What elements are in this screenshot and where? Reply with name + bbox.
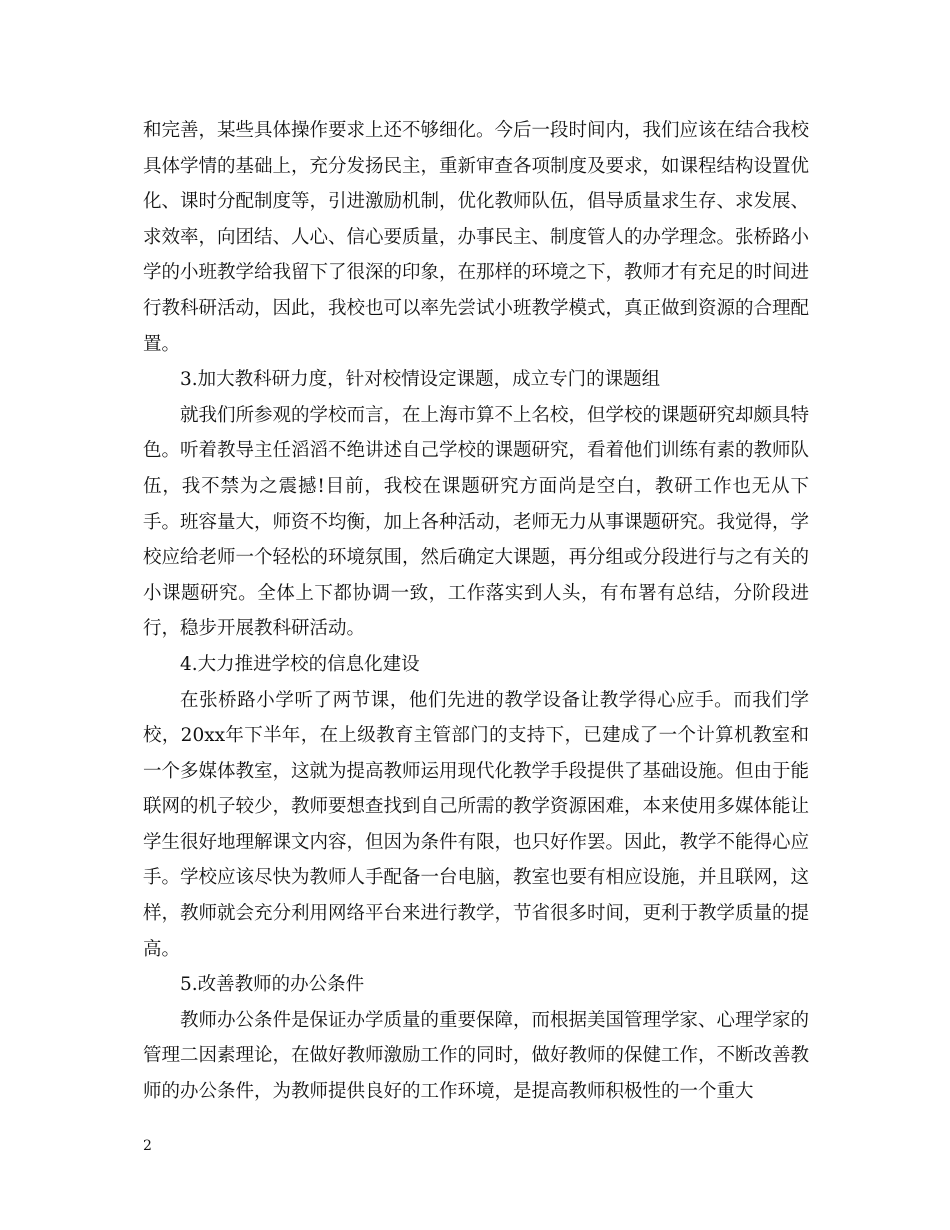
body-paragraph-4: 教师办公条件是保证办学质量的重要保障，而根据美国管理学家、心理学家的管理二因素理论，在做好教师激励工作的同时，做好教师的保健工作，不断改善教师的办公条件，为教师提供良好的工作环境，是提高教师积极性的一个重大 [143, 1009, 810, 1103]
section-heading-3: 3.加大教科研力度，针对校情设定课题，成立专门的课题组 [180, 369, 661, 391]
body-paragraph-1: 和完善，某些具体操作要求上还不够细化。今后一段时间内，我们应该在结合我校具体学情的基础上，充分发扬民主，重新审查各项制度及要求，如课程结构设置优化、课时分配制度等，引进激励机制，优化教师队伍，倡导质量求生存、求发展、求效率，向团结、人心、信心要质量，办事民主、制度管人的办学理念。张桥路小学的小班教学给我留下了很深的印象，在那样的环境之下，教师才有充足的时间进行教科研活动，因此，我校也可以率先尝试小班教学模式，真正做到资源的合理配置。 [143, 120, 810, 355]
section-heading-5: 5.改善教师的办公条件 [180, 974, 365, 996]
page-number: 2 [143, 1138, 152, 1154]
document-body [143, 113, 809, 1110]
section-heading-4: 4.大力推进学校的信息化建设 [180, 653, 420, 675]
body-paragraph-3: 在张桥路小学听了两节课，他们先进的教学设备让教学得心应手。而我们学校，20xx年下半年，在上级教育主管部门的支持下，已建成了一个计算机教室和一个多媒体教室，这就为提高教师运用现代化教学手段提供了基础设施。但由于能联网的机子较少，教师要想查找到自己所需的教学资源困难，本来使用多媒体能让学生很好地理解课文内容，但因为条件有限，也只好作罢。因此，教学不能得心应手。学校应该尽快为教师人手配备一台电脑，教室也要有相应设施，并且联网，这样，教师就会充分利用网络平台来进行教学，节省很多时间，更利于教学质量的提高。 [143, 689, 810, 960]
body-paragraph-2: 就我们所参观的学校而言，在上海市算不上名校，但学校的课题研究却颇具特色。听着教导主任滔滔不绝讲述自己学校的课题研究，看着他们训练有素的教师队伍，我不禁为之震撼!目前，我校在课题研究方面尚是空白，教研工作也无从下手。班容量大，师资不均衡，加上各种活动，老师无力从事课题研究。我觉得，学校应给老师一个轻松的环境氛围，然后确定大课题，再分组或分段进行与之有关的小课题研究。全体上下都协调一致，工作落实到人头，有布署有总结，分阶段进行，稳步开展教科研活动。 [143, 404, 810, 640]
